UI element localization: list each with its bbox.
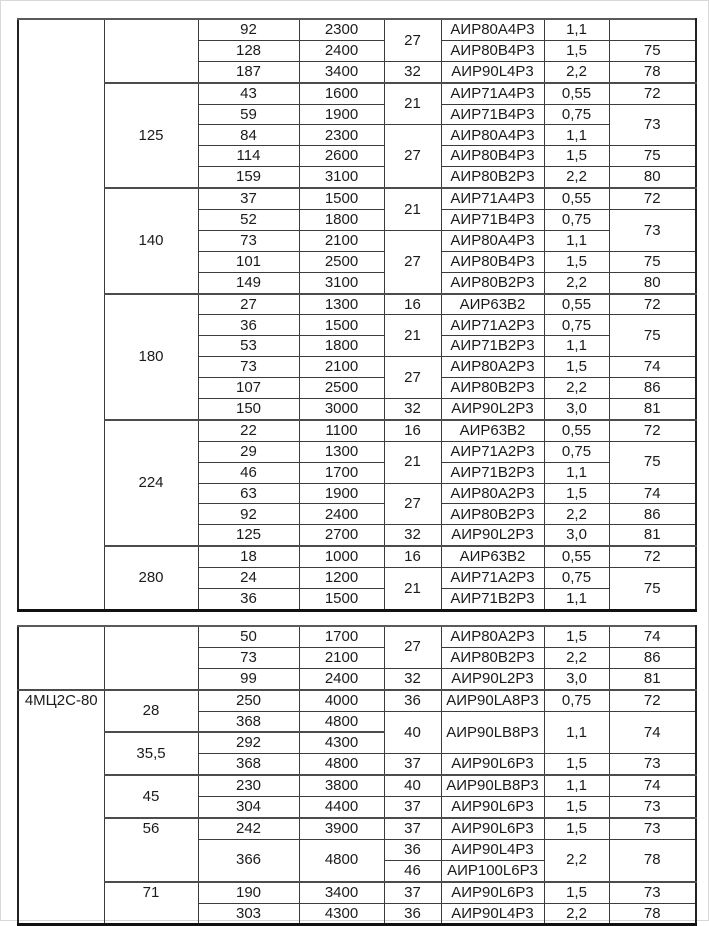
table-row [18, 882, 696, 903]
table-cell: 187 [198, 61, 299, 82]
table-cell: 37 [384, 818, 441, 839]
table-cell: 149 [198, 272, 299, 293]
table-cell: 250 [198, 690, 299, 711]
table-cell: 4800 [299, 839, 384, 881]
table-cell: 16 [384, 420, 441, 441]
table-cell: 74 [609, 775, 696, 796]
table-cell: 73 [609, 104, 696, 146]
table-cell: 73 [609, 882, 696, 903]
table-cell: 2400 [299, 668, 384, 689]
table-cell: АИР80В2Р3 [441, 378, 544, 399]
table-cell: 2,2 [544, 839, 609, 881]
table-cell: 73 [198, 357, 299, 378]
table-cell: 32 [384, 525, 441, 546]
table-cell: АИР90L2Р3 [441, 525, 544, 546]
table-cell: 3,0 [544, 668, 609, 689]
table-cell: 36 [198, 315, 299, 336]
table-cell: 40 [384, 775, 441, 796]
table-cell: 368 [198, 754, 299, 775]
table-cell: 74 [609, 626, 696, 647]
table-cell: АИР71В2Р3 [441, 336, 544, 357]
table-cell: АИР71В4Р3 [441, 104, 544, 125]
table-cell: АИР71В4Р3 [441, 210, 544, 231]
table-cell: 32 [384, 668, 441, 689]
table-cell: 2,2 [544, 167, 609, 188]
table-cell: АИР71В2Р3 [441, 462, 544, 483]
table-cell: 0,55 [544, 83, 609, 104]
table-cell: АИР90L4Р3 [441, 61, 544, 82]
table-cell: 0,55 [544, 294, 609, 315]
table-cell: 4400 [299, 797, 384, 818]
table-cell: АИР71А2Р3 [441, 568, 544, 589]
table-cell: АИР100L6Р3 [441, 860, 544, 881]
table-cell [18, 19, 104, 610]
table-cell: 0,75 [544, 210, 609, 231]
table-cell: 2,2 [544, 61, 609, 82]
table-cell: 303 [198, 903, 299, 925]
table-cell: 1,5 [544, 882, 609, 903]
table-cell: 36 [384, 690, 441, 711]
table-cell: 50 [198, 626, 299, 647]
table-cell: АИР90L6Р3 [441, 754, 544, 775]
table-cell: 230 [198, 775, 299, 796]
table-cell: 21 [384, 568, 441, 611]
table-cell: 56 [104, 818, 198, 882]
table-cell: 37 [198, 188, 299, 209]
table-cell: 125 [104, 83, 198, 188]
table-cell: 1200 [299, 568, 384, 589]
table-cell: 0,55 [544, 188, 609, 209]
table-cell: 86 [609, 504, 696, 525]
table-cell: 3100 [299, 167, 384, 188]
table-cell: 1,5 [544, 357, 609, 378]
table-cell: АИР80А2Р3 [441, 357, 544, 378]
table-cell: 73 [609, 210, 696, 252]
table-cell [104, 626, 198, 690]
table-cell: 2100 [299, 647, 384, 668]
table-cell: 84 [198, 125, 299, 146]
table-cell: 28 [104, 690, 198, 733]
table-cell: 1000 [299, 546, 384, 567]
table-cell: 4300 [299, 732, 384, 753]
table-cell: 3400 [299, 882, 384, 903]
table-cell: 2300 [299, 125, 384, 146]
table-cell: 180 [104, 294, 198, 420]
table-cell: 3100 [299, 272, 384, 293]
table-cell: 46 [384, 860, 441, 881]
table-cell: 1,5 [544, 146, 609, 167]
table-row [18, 19, 696, 40]
table-cell: 150 [198, 399, 299, 420]
table-cell: АИР90L6Р3 [441, 882, 544, 903]
table-cell: 27 [384, 626, 441, 668]
table-cell: 74 [609, 483, 696, 504]
table-cell: 73 [609, 754, 696, 775]
table-cell: 73 [198, 230, 299, 251]
table-cell: 1,1 [544, 230, 609, 251]
table-cell: 2100 [299, 357, 384, 378]
table-cell: 1700 [299, 462, 384, 483]
table-cell: АИР71А4Р3 [441, 83, 544, 104]
table-cell: 1,1 [544, 462, 609, 483]
table-cell: 242 [198, 818, 299, 839]
table-cell: АИР90L4Р3 [441, 839, 544, 860]
table-cell: 72 [609, 294, 696, 315]
table-cell: 27 [384, 19, 441, 61]
table-cell: 1,5 [544, 754, 609, 775]
table-row [18, 818, 696, 839]
table-cell: АИР90LB8Р3 [441, 711, 544, 754]
table-cell: 32 [384, 61, 441, 82]
table-cell: 1100 [299, 420, 384, 441]
table-cell: 2100 [299, 230, 384, 251]
table-cell: 45 [104, 775, 198, 818]
table-cell: 2500 [299, 378, 384, 399]
table-cell: АИР80А4Р3 [441, 230, 544, 251]
table-cell: 80 [609, 272, 696, 293]
table-row [18, 690, 696, 711]
table-cell: АИР80А2Р3 [441, 483, 544, 504]
table-cell: 4300 [299, 903, 384, 925]
table-cell: 75 [609, 251, 696, 272]
spec-table-2 [17, 625, 697, 926]
table-cell: 86 [609, 647, 696, 668]
table-cell: 92 [198, 19, 299, 40]
table-cell: 73 [609, 797, 696, 818]
table-cell: 368 [198, 711, 299, 732]
table-cell: 2400 [299, 40, 384, 61]
table-cell: АИР90L6Р3 [441, 797, 544, 818]
table-cell: 21 [384, 315, 441, 357]
table-cell: 1500 [299, 315, 384, 336]
table-cell: 52 [198, 210, 299, 231]
table-cell: АИР80В2Р3 [441, 504, 544, 525]
table-row [18, 188, 696, 209]
table-cell: АИР63В2 [441, 420, 544, 441]
table-cell: АИР90L2Р3 [441, 399, 544, 420]
table-cell: 72 [609, 188, 696, 209]
table-cell [609, 19, 696, 40]
table-cell: 125 [198, 525, 299, 546]
table-cell: 75 [609, 40, 696, 61]
table-row [18, 546, 696, 567]
table-cell: 72 [609, 690, 696, 711]
table-cell: 78 [609, 903, 696, 925]
table-cell: 3800 [299, 775, 384, 796]
table-cell: 27 [384, 125, 441, 188]
table-cell: 1,5 [544, 626, 609, 647]
table-cell: 1,5 [544, 40, 609, 61]
table-cell: 2500 [299, 251, 384, 272]
table-cell: 1900 [299, 483, 384, 504]
table-cell: 2300 [299, 19, 384, 40]
table-cell: 4000 [299, 690, 384, 711]
table-cell: АИР71А4Р3 [441, 188, 544, 209]
table-cell: 43 [198, 83, 299, 104]
table-cell: АИР80В4Р3 [441, 251, 544, 272]
table-cell: АИР71В2Р3 [441, 589, 544, 611]
table-row [18, 294, 696, 315]
table-cell: 1900 [299, 104, 384, 125]
table-cell: 4МЦ2С-80 [18, 690, 104, 925]
table-cell: 107 [198, 378, 299, 399]
table-cell: 78 [609, 61, 696, 82]
table-cell: 190 [198, 882, 299, 903]
table-cell: АИР71А2Р3 [441, 315, 544, 336]
table-cell: 35,5 [104, 732, 198, 775]
table-cell: 37 [384, 882, 441, 903]
table-cell: 140 [104, 188, 198, 293]
table-cell: 3,0 [544, 525, 609, 546]
table-cell: 74 [609, 711, 696, 754]
table-cell: 72 [609, 420, 696, 441]
table-cell: 75 [609, 146, 696, 167]
table-cell [18, 626, 104, 690]
table-cell: 86 [609, 378, 696, 399]
table-cell: 3,0 [544, 399, 609, 420]
table-cell: 3000 [299, 399, 384, 420]
table-cell: 2,2 [544, 378, 609, 399]
table-cell: АИР80В4Р3 [441, 146, 544, 167]
table-cell: АИР90L4Р3 [441, 903, 544, 925]
table-cell: 1,5 [544, 483, 609, 504]
table-cell: 32 [384, 399, 441, 420]
table-cell: 81 [609, 399, 696, 420]
table-cell: 75 [609, 568, 696, 611]
table-cell: 1,5 [544, 818, 609, 839]
table-cell: 0,75 [544, 690, 609, 711]
table-row [18, 626, 696, 647]
table-cell: 0,75 [544, 441, 609, 462]
table-cell: 1800 [299, 336, 384, 357]
table-cell: 128 [198, 40, 299, 61]
table-cell: 37 [384, 754, 441, 775]
table-cell: 1,1 [544, 775, 609, 796]
table-cell: АИР80В2Р3 [441, 272, 544, 293]
table-cell: 99 [198, 668, 299, 689]
table-cell: 1300 [299, 441, 384, 462]
table-cell: 27 [384, 230, 441, 293]
table-cell: 78 [609, 839, 696, 881]
table-cell: АИР80В2Р3 [441, 167, 544, 188]
table-cell: 29 [198, 441, 299, 462]
table-cell: 224 [104, 420, 198, 546]
table-cell: 280 [104, 546, 198, 610]
table-cell: АИР71А2Р3 [441, 441, 544, 462]
table-cell: 92 [198, 504, 299, 525]
table-cell: 0,75 [544, 315, 609, 336]
table-cell: 366 [198, 839, 299, 881]
table-cell: 159 [198, 167, 299, 188]
table-cell: 22 [198, 420, 299, 441]
table-cell: 53 [198, 336, 299, 357]
table-cell: 0,75 [544, 104, 609, 125]
table-cell: 59 [198, 104, 299, 125]
table-cell: АИР90LB8Р3 [441, 775, 544, 796]
table-cell: 1,1 [544, 711, 609, 754]
table-cell: 1,1 [544, 336, 609, 357]
table-cell: 72 [609, 546, 696, 567]
table-cell: 21 [384, 441, 441, 483]
table-cell: 2700 [299, 525, 384, 546]
table-cell: 2,2 [544, 647, 609, 668]
table-cell: 1800 [299, 210, 384, 231]
table-cell: 1,5 [544, 797, 609, 818]
table-cell: 0,55 [544, 546, 609, 567]
table-cell: 81 [609, 668, 696, 689]
table-cell: АИР80А2Р3 [441, 626, 544, 647]
table-cell: 292 [198, 732, 299, 753]
table-cell: АИР63В2 [441, 294, 544, 315]
table-cell: 71 [104, 882, 198, 925]
table-cell: 1500 [299, 589, 384, 611]
table-cell: 36 [384, 839, 441, 860]
table-cell: 21 [384, 188, 441, 230]
table-cell: 75 [609, 441, 696, 483]
table-cell: 2600 [299, 146, 384, 167]
table-cell: АИР80А4Р3 [441, 19, 544, 40]
table-cell: 4800 [299, 711, 384, 732]
table-cell: 1600 [299, 83, 384, 104]
table-row [18, 83, 696, 104]
table-cell: 63 [198, 483, 299, 504]
table-cell: 1,1 [544, 19, 609, 40]
table-cell: 27 [384, 357, 441, 399]
table-cell [104, 19, 198, 83]
table-cell: 27 [384, 483, 441, 525]
table-cell: 24 [198, 568, 299, 589]
table-cell: АИР90L2Р3 [441, 668, 544, 689]
table-cell: 1700 [299, 626, 384, 647]
table-cell: 304 [198, 797, 299, 818]
table-cell: 74 [609, 357, 696, 378]
table-cell: 18 [198, 546, 299, 567]
table-cell: 4800 [299, 754, 384, 775]
table-cell: 81 [609, 525, 696, 546]
table-cell: 36 [384, 903, 441, 925]
table-cell: 72 [609, 83, 696, 104]
table-cell: АИР90LA8Р3 [441, 690, 544, 711]
table-cell: 16 [384, 546, 441, 567]
table-cell: 2,2 [544, 903, 609, 925]
table-cell: 0,75 [544, 568, 609, 589]
table-cell: 1300 [299, 294, 384, 315]
table-cell: 3900 [299, 818, 384, 839]
table-row [18, 775, 696, 796]
table-cell: 101 [198, 251, 299, 272]
table-cell: 73 [198, 647, 299, 668]
table-page-content [17, 18, 695, 926]
table-cell: 46 [198, 462, 299, 483]
table-cell: АИР80А4Р3 [441, 125, 544, 146]
table-cell: 36 [198, 589, 299, 611]
table-cell: АИР63В2 [441, 546, 544, 567]
table-cell: 1,1 [544, 589, 609, 611]
table-cell: 16 [384, 294, 441, 315]
spec-table-1 [17, 18, 697, 612]
table-cell: 40 [384, 711, 441, 754]
table-cell: 75 [609, 315, 696, 357]
table-cell: 27 [198, 294, 299, 315]
table-cell: 114 [198, 146, 299, 167]
table-cell: 73 [609, 818, 696, 839]
table-cell: 2,2 [544, 504, 609, 525]
table-cell: АИР80В2Р3 [441, 647, 544, 668]
table-cell: 0,55 [544, 420, 609, 441]
table-row [18, 420, 696, 441]
table-cell: 1500 [299, 188, 384, 209]
table-cell: 2400 [299, 504, 384, 525]
table-cell: 1,5 [544, 251, 609, 272]
table-cell: АИР90L6Р3 [441, 818, 544, 839]
table-cell: 21 [384, 83, 441, 125]
table-cell: 1,1 [544, 125, 609, 146]
table-cell: АИР80В4Р3 [441, 40, 544, 61]
table-cell: 2,2 [544, 272, 609, 293]
table-cell: 80 [609, 167, 696, 188]
table-cell: 37 [384, 797, 441, 818]
table-cell: 3400 [299, 61, 384, 82]
